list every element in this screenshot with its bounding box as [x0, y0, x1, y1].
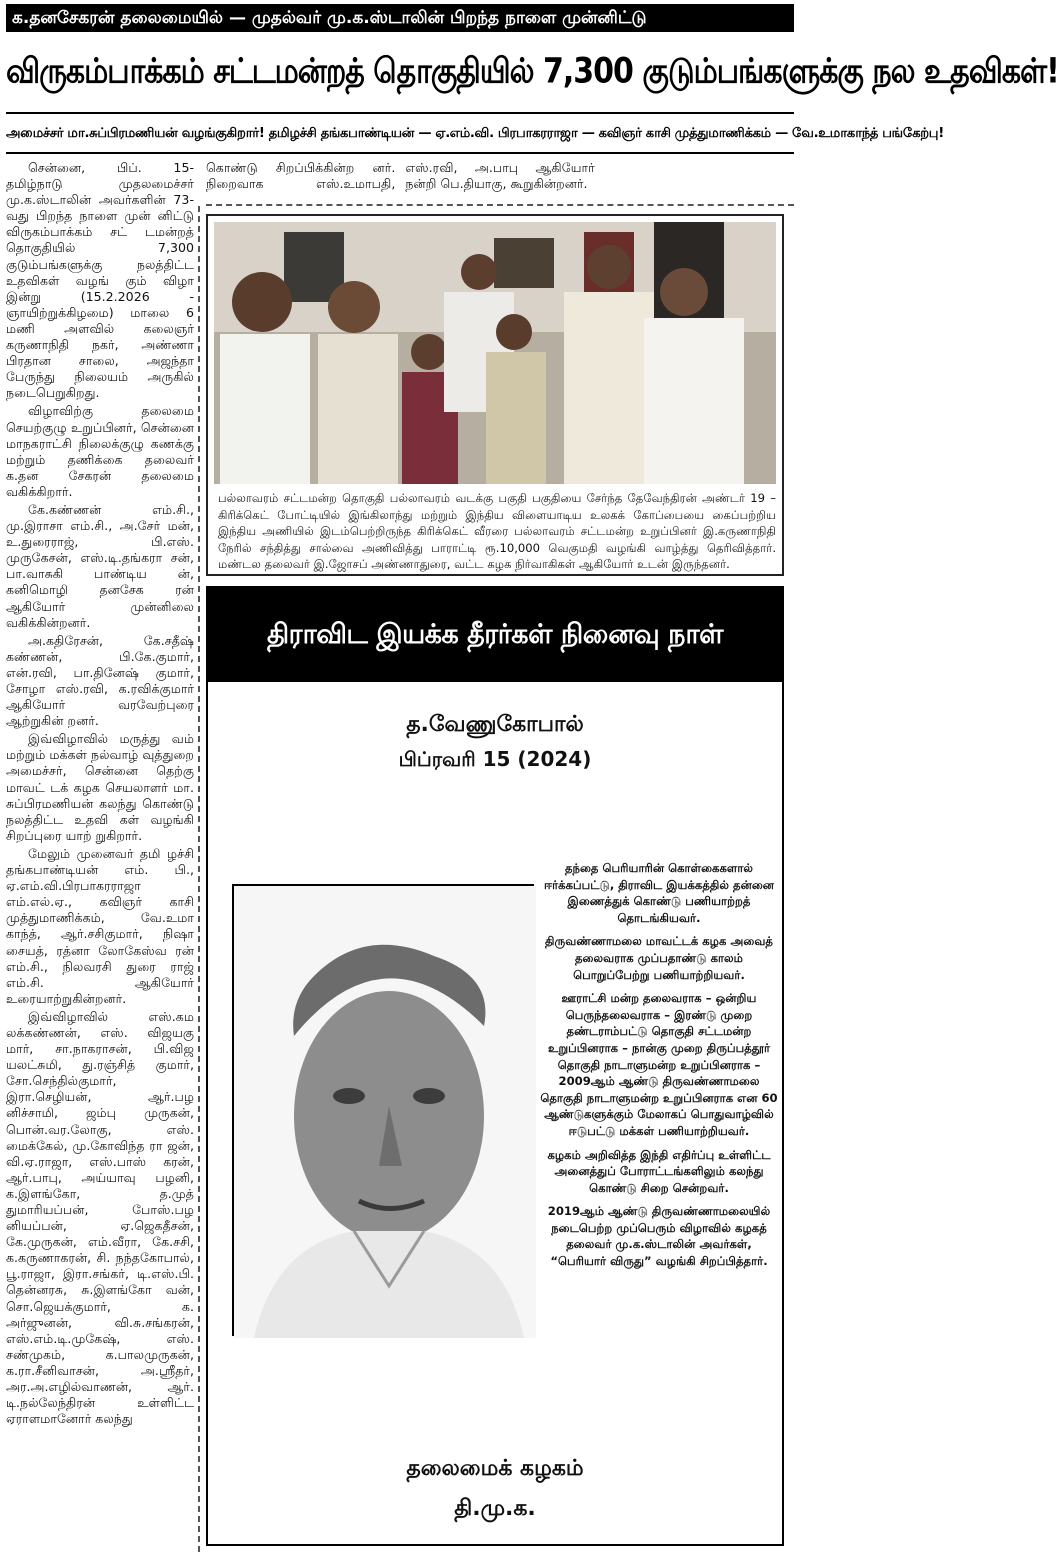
divider	[206, 204, 794, 206]
bio-paragraph: 2019ஆம் ஆண்டு திருவண்ணாமலையில் நடைபெற்ற முப்பெரும் விழாவில் கழகத் தலைவர் மு.க.ஸ்டாலின் அவர்கள், “பெரியார் விருது” வழங்கி சிறப்பித்தார்.	[547, 1204, 771, 1269]
memorial-notice	[206, 586, 784, 1546]
memorial-signature-line2: தி.மு.க.	[454, 1496, 536, 1521]
article-paragraph: இவ்விழாவில் எஸ்.கம லக்கண்ணன், எஸ். விஜயகு மார், சா.நாகராசன், பி.விஜ யலட்சுமி, து.ரஞ்சித் குமார், சோ.செந்தில்குமார், இரா.செழியன், ஆர்.பழ னிச்சாமி, ஜம்பு முருகன், பொன்.வர.லோகு, எஸ். மைக்கேல், மு.கோவிந்த ரா ஜன், வி.ஏ.ராஜா, எஸ்.பாஸ் கரன், ஆர்.பாபு, அய்யாவு பழனி, க.இளங்கோ, த.முத் துமாரியப்பன், போஸ்.பழ னியப்பன், ஏ.ஜெகதீசன், கே.முருகன், எம்.வீரா, கே.சசி, க.கருணாகரன், சி. நந்தகோபால், பூ.ராஜா, இரா.சங்கர், டி.எஸ்.பி. தென்னரசு, சு.இளங்கோ வன், சொ.ஜெயக்குமார், க. அர்ஜுனன், வி.சு.சங்கரன், எஸ்.எம்.டி.முகேஷ், எஸ். சண்முகம், க.பாலமுருகன், க.ரா.சீனிவாசன், அ.ஸ்ரீதர், அர.அ.எழில்வாணன், ஆர். டி.நல்லேந்திரன் உள்ளிட்ட ஏராளமானோர் கலந்து	[6, 1008, 194, 1427]
article-paragraph: மேலும் முனைவர் தமி ழச்சி தங்கபாண்டியன் எம். பி., ஏ.எம்.வி.பிரபாகரராஜா எம்.எல்.ஏ., கவிஞர் காசி முத்துமாணிக்கம், வே.உமா காந்த், ஆர்.சசிகுமார், நிஷா சையத், ரத்னா லோகேஸ்வ ரன் எம்.சி., நிலவரசி துரை ராஜ் எம்.சி. ஆகியோர் உரையாற்றுகின்றனர்.	[6, 845, 194, 1006]
bio-paragraph: திருவண்ணாமலை மாவட்டக் கழக அவைத் தலைவராக முப்பதாண்டு காலம் பொறுப்பேற்று பணியாற்றியவர்.	[545, 934, 773, 982]
portrait-photo	[232, 884, 534, 1336]
article-paragraph: இவ்விழாவில் மருத்து வம் மற்றும் மக்கள் நல்வாழ் வுத்துறை அமைச்சர், சென்னை தெற்கு மாவட் டக் கழக செயலாளர் மா. சுப்பிரமணியன் கலந்து கொண்டு நலத்திட்ட உதவி கள் வழங்கி சிறப்புரை யாற் றுகிறார்.	[6, 731, 194, 843]
article-subhead: அமைச்சர் மா.சுப்பிரமணியன் வழங்குகிறார்! தமிழச்சி தங்கபாண்டியன் — ஏ.எம்.வி. பிரபாகரராஜா — கவிஞர் காசி முத்துமாணிக்கம் — வே.உமாகாந்த் பங்கேற்பு!	[6, 126, 944, 141]
bio-paragraph: தந்தை பெரியாரின் கொள்கைகளால் ஈர்க்கப்பட்டு, திராவிட இயக்கத்தில் தன்னை இணைத்துக் கொண்டு பணியாற்றத் தொடங்கியவர்.	[543, 861, 775, 925]
memorial-title: திராவிட இயக்க தீரர்கள் நினைவு நாள்	[208, 588, 782, 682]
bio-paragraph: கழகம் அறிவித்த இந்தி எதிர்ப்பு உள்ளிட்ட அனைத்துப் போராட்டங்களிலும் கலந்து கொண்டு சிறை சென்றவர்.	[547, 1147, 771, 1195]
portrait-illustration	[234, 886, 536, 1338]
article-paragraph: அ.கதிரேசன், கே.சதீஷ் கண்ணன், பி.கே.குமார், என்.ரவி, பா.தினேஷ் குமார், சோழா எஸ்.ரவி, க.ரவிக்குமார் ஆகியோர் வரவேற்புரை ஆற்றுகின் றனர்.	[6, 632, 194, 729]
article-paragraph: விழாவிற்கு தலைமை செயற்குழு உறுப்பினர், சென்னை மாநகராட்சி நிலைக்குழு கணக்கு மற்றும் தணிக்கை தலைவர் க.தன சேகரன் தலைமை வகிக்கிறார்.	[6, 403, 194, 499]
column-divider	[198, 206, 200, 1552]
group-photo	[214, 222, 776, 484]
article-body-column	[6, 160, 194, 1554]
photo-caption: பல்லாவரம் சட்டமன்ற தொகுதி பல்லாவரம் வடக்கு பகுதி பகுதியை சேர்ந்த தேவேந்திரன் அண்டர் 19 – கிரிக்கெட் போட்டியில் இங்கிலாந்து மற்றும் இந்திய விளையாடிய உலகக் கோப்பையை கைப்பற்றிய இந்திய அணியில் இடம்பெற்றிருந்த கிரிக்கெட் வீரரை பல்லாவரம் சட்டமன்ற உறுப்பினர் இ.கருணாநிதி நேரில் சந்தித்து சால்வை அணிவித்து பாராட்டி ரூ.10,000 வெகுமதி வழங்கி வாழ்த்து தெரிவித்தார். மண்டல தலைவர் இ.ஜோசப் அண்ணாதுரை, வட்ட கழக நிர்வாகிகள் ஆகியோர் உடன் இருந்தனர்.	[218, 491, 776, 571]
article-kicker: க.தனசேகரன் தலைமையில் — முதல்வர் மு.க.ஸ்டாலின் பிறந்த நாளை முன்னிட்டு	[6, 4, 794, 32]
memorial-biography	[540, 860, 778, 1320]
divider	[6, 152, 794, 154]
memorial-signature-line1: தலைமைக் கழகம்	[406, 1456, 584, 1481]
memorial-date: பிப்ரவரி 15 (2024)	[398, 747, 592, 771]
news-photo-box	[206, 214, 784, 576]
photo-illustration	[214, 222, 776, 484]
article-paragraph: கே.கண்ணன் எம்.சி., மு.இராசா எம்.சி., அ.சேர் மன், உ.துரைராஜ், பி.எஸ். முருகேசன், எஸ்.டி.தங்கரா சன், பா.வாசுகி பாண்டிய ன், கனிமொழி தனசேக ரன் ஆகியோர் முன்னிலை வகிக்கின்றனர்.	[6, 501, 194, 630]
divider	[6, 112, 794, 114]
bio-paragraph: ஊராட்சி மன்ற தலைவராக – ஒன்றிய பெருந்தலைவராக – இரண்டு முறை தண்டராம்பட்டு தொகுதி சட்டமன்ற உறுப்பினராக – நான்கு முறை திருப்பத்தூர் தொகுதி நாடாளுமன்ற உறுப்பினராக – 2009ஆம் ஆண்டு திருவண்ணாமலை தொகுதி நாடாளுமன்ற உறுப்பினராக என 60 ஆண்டுகளுக்கும் மேலாகப் பொதுவாழ்வில் ஈடுபட்டு மக்கள் பணியாற்றியவர்.	[540, 991, 778, 1138]
article-paragraph: சென்னை, பிப். 15- தமிழ்நாடு முதலமைச்சர் மு.க.ஸ்டாலின் அவர்களின் 73-வது பிறந்த நாளை முன் னிட்டு விருகம்பாக்கம் சட் டமன்றத் தொகுதியில் 7,300 குடும்பங்களுக்கு நலத்திட்ட உதவிகள் வழங் கும் விழா இன்று (15.2.2026 - ஞாயிற்றுக்கிழமை) மாலை 6 மணி அளவில் கலைஞர் கருணாநிதி நகர், அண்ணா பிரதான சாலை, அஜந்தா பேருந்து நிலையம் அருகில் நடைபெறுகிறது.	[6, 160, 194, 401]
memorial-name: த.வேணுகோபால்	[406, 712, 584, 737]
article-headline: விருகம்பாக்கம் சட்டமன்றத் தொகுதியில் 7,300 குடும்பங்களுக்கு நல உதவிகள்!	[6, 51, 1059, 92]
article-continuation: கொண்டு சிறப்பிக்கின்ற னர். நிறைவாக எஸ்.உமாபதி, எஸ்.ரவி, அ.பாபு ஆகியோர் நன்றி பெ.தியாகு, கூறுகின்றனர்.	[206, 160, 595, 191]
